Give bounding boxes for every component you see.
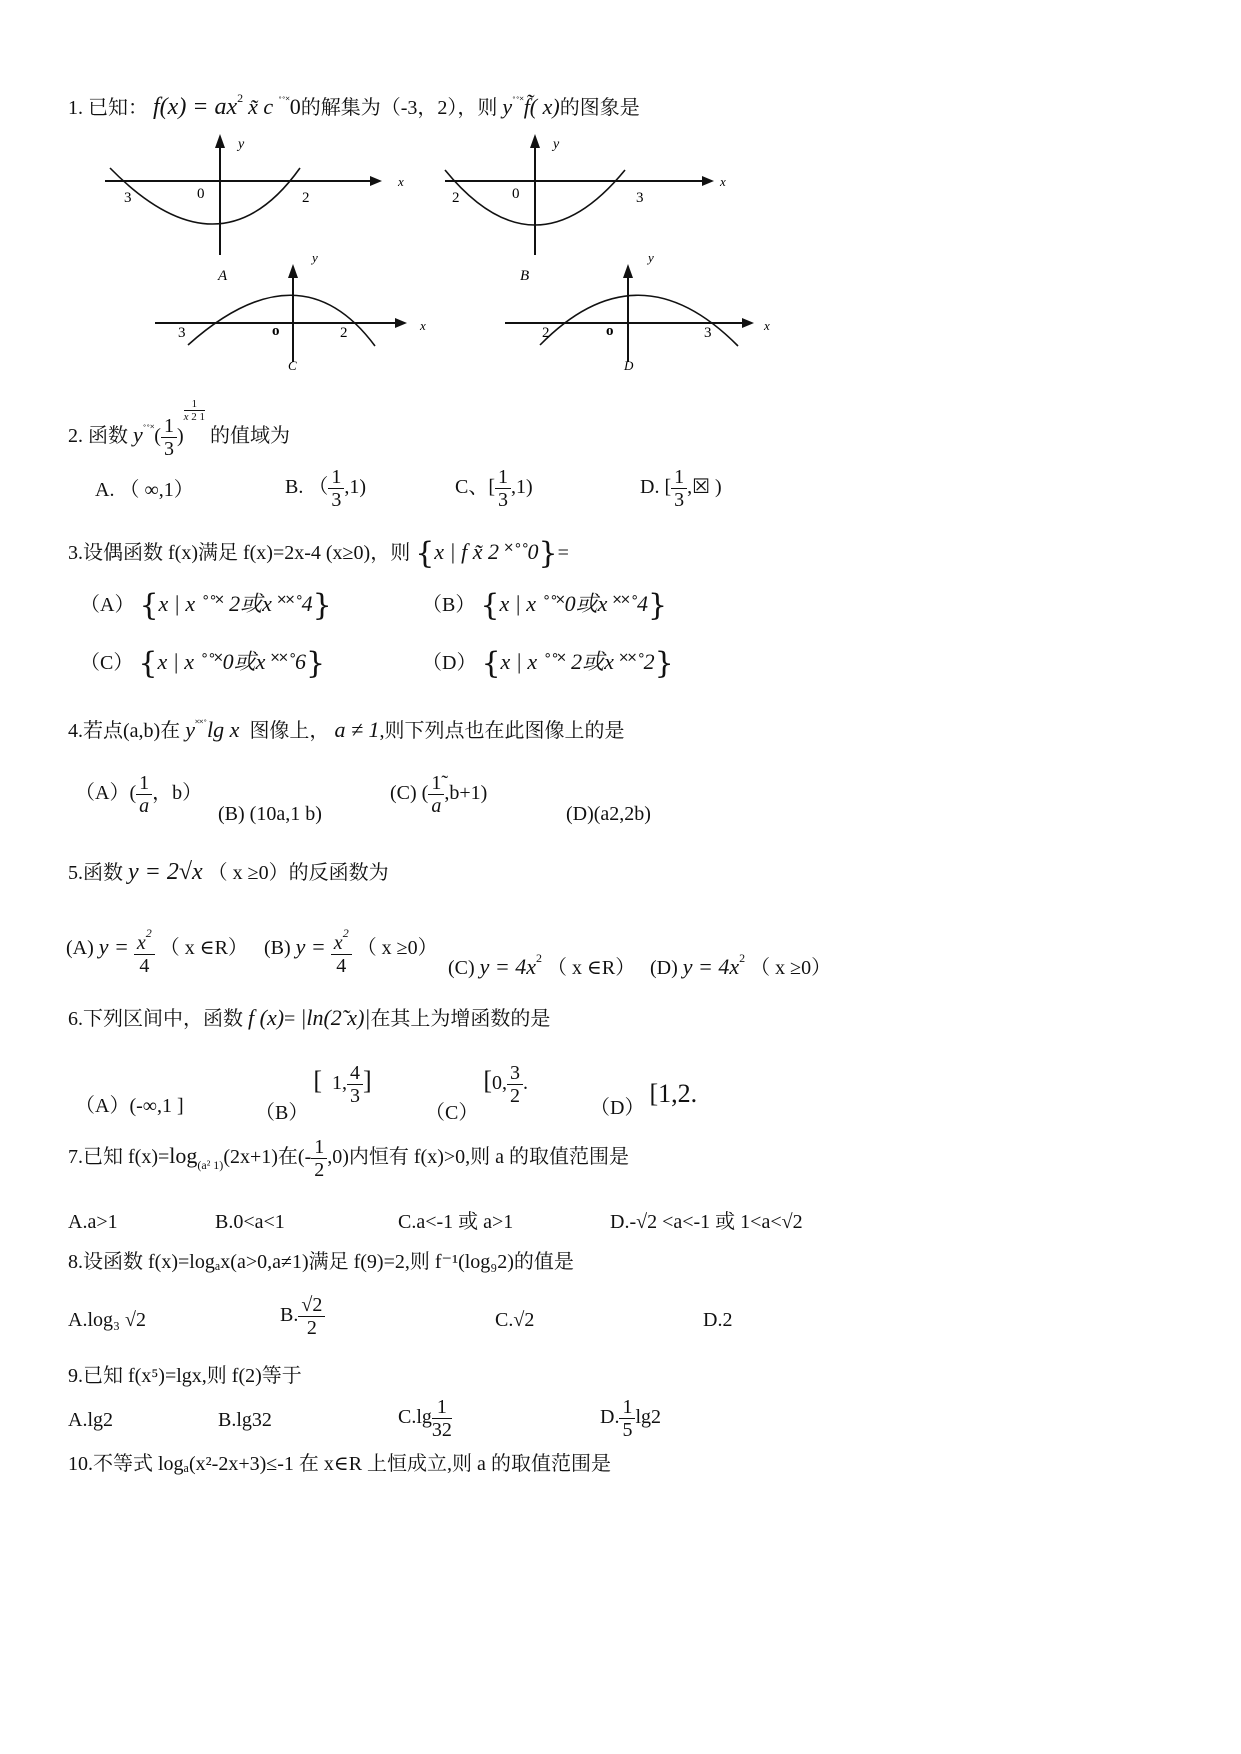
q6-option-c[interactable]: （C） [0, $\frac{3}{2}$ . <box>425 1062 529 1125</box>
q5-line: 5.函数 y = 2√x （ x ≥0）的反函数为 <box>68 859 389 885</box>
graph-a-x-label: x <box>398 174 404 189</box>
graph-b-x-label: x <box>720 174 726 189</box>
graph-d-right-tick: 3 <box>704 325 712 341</box>
q3-option-b[interactable]: （B） {x | x ˚˚˟0或x ˟˟˚4} <box>422 588 668 623</box>
q5-option-a[interactable]: (A) y = $\frac{x^2}{4}$ （ x ∈R） <box>66 922 248 977</box>
graph-b-label: B <box>520 268 530 284</box>
graph-b-origin: 0 <box>512 186 520 202</box>
q9-option-a[interactable]: A.lg2 <box>68 1409 113 1431</box>
q5-option-d[interactable]: (D) $y = 4x^2$ （ x ≥0） <box>650 951 832 979</box>
graph-a-right-tick: 2 <box>302 190 310 206</box>
q6-option-a[interactable]: （A）(-∞,1 ] <box>75 1095 184 1117</box>
q8-option-a[interactable]: A.log₃ √2 <box>68 1309 146 1331</box>
q8-line: 8.设函数 f(x)=logₐx(a>0,a≠1)满足 f(9)=2,则 f⁻¹(log₉2)的值是 <box>68 1251 574 1273</box>
q2-option-c[interactable]: C、[ $\frac{1}{3}$ ,1) <box>455 466 533 511</box>
q8-option-b[interactable]: B. $\frac{√2}{2}$ <box>280 1294 325 1339</box>
graph-c-y-label: y <box>312 250 318 265</box>
graph-c-x-label: x <box>420 318 426 333</box>
q4-line: 4.若点(a,b)在 y˟˟˚lg x 图像上， a ≠ 1,则下列点也在此图像上的是 <box>68 717 625 742</box>
q4-option-a[interactable]: （A）( $\frac{1}{a}$ ，b） <box>75 772 203 817</box>
graph-d-label: D <box>624 358 634 373</box>
graph-d-y-label: y <box>648 250 654 265</box>
q7-option-a[interactable]: A.a>1 <box>68 1211 118 1233</box>
graph-a-origin: 0 <box>197 186 205 202</box>
q1-line: 1. 已知： $f(x) = ax^2$ x̃ c ˚˚˟0的解集为（-3，2），则 y˚˚˟f̃( x)的图象是 <box>68 91 640 120</box>
q5-option-b[interactable]: (B) y = $\frac{x^2}{4}$ （ x ≥0） <box>264 922 438 977</box>
q6-option-b[interactable]: （B） [ 1, $\frac{4}{3}$ ] <box>255 1062 372 1125</box>
q5-option-c[interactable]: (C) $y = 4x^2$ （ x ∈R） <box>448 951 636 979</box>
q2-option-a[interactable]: A. （ ∞,1） <box>95 479 194 501</box>
graph-d-x-label: x <box>764 318 770 333</box>
q3-line: 3.设偶函数 f(x)满足 f(x)=2x-4 (x≥0)，则 {x | f x̃ 2 ˟˚˚0}= <box>68 536 569 571</box>
q7-option-d[interactable]: D.-√2 <a<-1 或 1<a<√2 <box>610 1211 803 1233</box>
q9-option-c[interactable]: C.lg $\frac{1}{32}$ <box>398 1396 452 1441</box>
graph-b-right-tick: 3 <box>636 190 644 206</box>
q2-option-b[interactable]: B. （ $\frac{1}{3}$ ,1) <box>285 466 367 511</box>
q2-line: 2. 函数 y˚˚˟( $\frac{1}{3}$ ) $\frac{1}{x 2 1}$ 的值域为 <box>68 398 291 460</box>
graph-b-left-tick: 2 <box>452 190 460 206</box>
q9-option-b[interactable]: B.lg32 <box>218 1409 272 1431</box>
graph-c-right-tick: 2 <box>340 325 348 341</box>
q9-line: 9.已知 f(x⁵)=lgx,则 f(2)等于 <box>68 1365 302 1387</box>
graph-d-origin: o <box>606 323 614 339</box>
q8-option-d[interactable]: D.2 <box>703 1309 733 1331</box>
graph-a-y-label: y <box>238 137 245 152</box>
q4-option-c[interactable]: (C) ( $\frac{1̃}{a}$ ,b+1) <box>390 772 488 817</box>
q4-option-d[interactable]: (D)(a2,2b) <box>566 803 651 825</box>
q9-option-d[interactable]: D. $\frac{1}{5}$ lg2 <box>600 1396 662 1441</box>
q6-option-d[interactable]: （D） [1,2. <box>590 1079 698 1119</box>
q8-option-c[interactable]: C.√2 <box>495 1309 535 1331</box>
graph-a-left-tick: 3 <box>124 190 132 206</box>
graph-c-left-tick: 3 <box>178 325 186 341</box>
q3-option-d[interactable]: （D） {x | x ˚˚˟ 2或x ˟˟˚2} <box>422 646 674 681</box>
graph-b-y-label: y <box>553 137 560 152</box>
q7-line: 7.已知 $f(x)=\log_{(a^2 1)}(2x+1)$在(- $\frac{1}{2}$ ,0)内恒有 f(x)>0,则 a 的取值范围是 <box>68 1136 630 1181</box>
q7-option-b[interactable]: B.0<a<1 <box>215 1211 285 1233</box>
graph-a-label: A <box>218 268 228 284</box>
q3-option-a[interactable]: （A） {x | x ˚˚˟ 2或x ˟˟˚4} <box>80 588 332 623</box>
graph-d <box>500 250 800 380</box>
q6-line: 6.下列区间中，函数 f (x)= |ln(2̃ x)|在其上为增函数的是 <box>68 1005 551 1030</box>
graph-c-origin: o <box>272 323 280 339</box>
q10-line: 10.不等式 logₐ(x²-2x+3)≤-1 在 x∈R 上恒成立,则 a 的取值范围是 <box>68 1453 611 1475</box>
q4-option-b[interactable]: (B) (10a,1 b) <box>218 803 322 825</box>
graph-c-label: C <box>288 358 297 373</box>
q2-option-d[interactable]: D. [ $\frac{1}{3}$ ,☒ ) <box>640 466 722 511</box>
graph-c <box>150 250 450 380</box>
q3-option-c[interactable]: （C） {x | x ˚˚˟0或x ˟˟˚6} <box>80 646 326 681</box>
q7-option-c[interactable]: C.a<-1 或 a>1 <box>398 1211 514 1233</box>
graph-d-left-tick: 2 <box>542 325 550 341</box>
